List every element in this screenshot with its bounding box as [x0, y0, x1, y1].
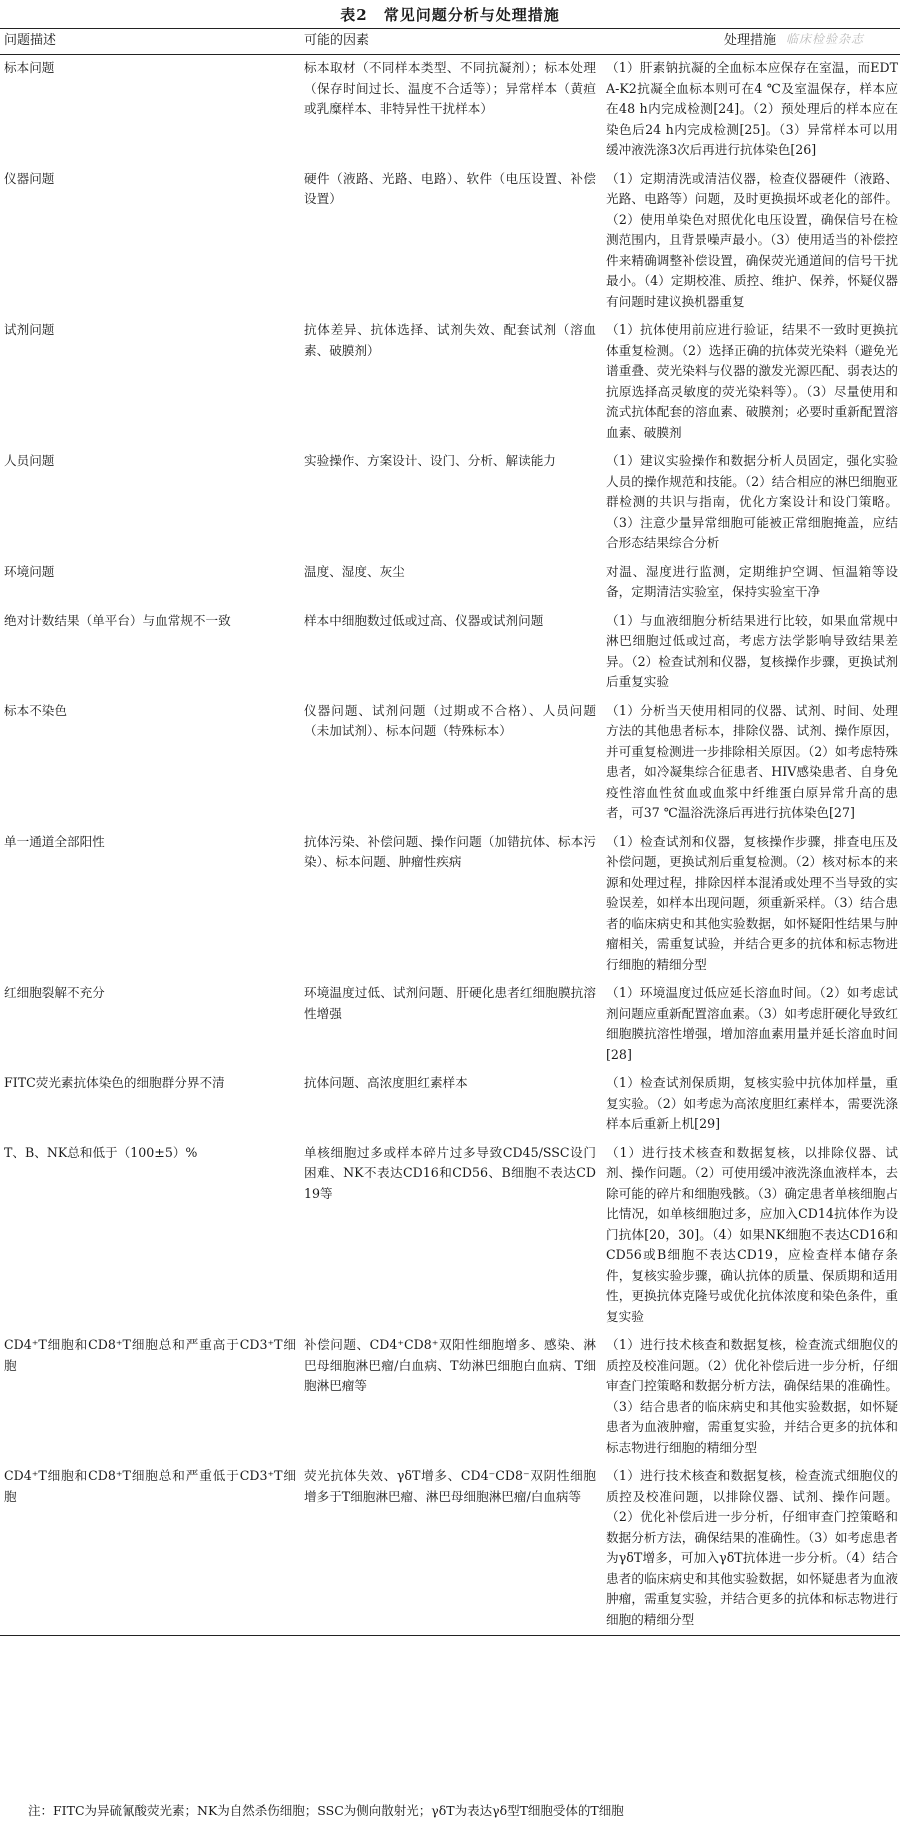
measures-cell: （1）进行技术核查和数据复核，检查流式细胞仪的质控及校准问题。（2）优化补偿后进一步分析，仔细审查门控策略和数据分析方法，确保结果的准确性。（3）结合患者的临床病史和其他实验数据，如怀疑患者为血液肿瘤，需重复实验，并结合更多的抗体和标志物进行细胞的精细分型	[606, 1337, 898, 1455]
factors-cell: 抗体污染、补偿问题、操作问题（加错抗体、标本污染）、标本问题、肿瘤性疾病	[304, 833, 596, 869]
table-row	[0, 448, 900, 559]
measures-cell: （1）检查试剂和仪器，复核操作步骤，排查电压及补偿问题，更换试剂后重复检测。（2）核对标本的来源和处理过程，排除因样本混淆或处理不当导致的实验误差，如样本出现问题，须重新采样。（3）结合患者的临床病史和其他实验数据，如怀疑阳性结果与肿瘤相关，需重复试验，并结合更多的抗体和标志物进行细胞的精细分型	[606, 833, 898, 972]
problem-cell: 标本问题	[4, 60, 55, 75]
problem-cell: 单一通道全部阳性	[4, 833, 105, 849]
factors-cell: 荧光抗体失效、γδT增多、CD4⁻CD8⁻双阴性细胞增多于T细胞淋巴瘤、淋巴母细胞淋巴瘤/白血病等	[300, 1463, 600, 1636]
measures-cell: （1）检查试剂保质期，复核实验中抗体加样量，重复实验。（2）如考虑为高浓度胆红素样本，需要洗涤样本后重新上机[29]	[606, 1075, 898, 1131]
table-footnote: 注：FITC为异硫氰酸荧光素；NK为自然杀伤细胞；SSC为侧向散射光；γδT为表达γδ型T细胞受体的T细胞	[28, 1803, 624, 1818]
table-row	[0, 698, 900, 829]
table-title: 表2 常见问题分析与处理措施	[340, 6, 560, 24]
table-row	[0, 559, 900, 608]
measures-cell: （1）进行技术核查和数据复核，以排除仪器、试剂、操作问题。（2）可使用缓冲液洗涤血液样本，去除可能的碎片和细胞残骸。（3）确定患者单核细胞占比情况，如单核细胞过多，应加入CD14抗体作为设门抗体[20，30]。（4）如果NK细胞不表达CD16和CD56或B细胞不表达CD19，应检查样本储存条件，复核实验步骤，确认抗体的质量、保质期和适用性，更换抗体克隆号或优化抗体浓度和染色条件，重复实验	[606, 1144, 898, 1324]
table-row	[0, 1140, 900, 1333]
factors-cell: 硬件（液路、光路、电路）、软件（电压设置、补偿设置）	[304, 170, 596, 206]
factors-cell: 标本取材（不同样本类型、不同抗凝剂）；标本处理（保存时间过长、温度不合适等）；异常样本（黄疸或乳糜样本、非特异性干扰样本）	[304, 60, 596, 116]
header-factors: 可能的因素	[300, 29, 600, 55]
header-row	[0, 29, 900, 55]
problem-analysis-table	[0, 28, 900, 1636]
table-row	[0, 829, 900, 981]
measures-cell: 对温、湿度进行监测，定期维护空调、恒温箱等设备，定期清洁实验室，保持实验室干净	[606, 563, 898, 599]
measures-cell: （1）定期清洗或清洁仪器，检查仪器硬件（液路、光路、电路等）问题，及时更换损坏或老化的部件。（2）使用单染色对照优化电压设置，确保信号在检测范围内，且背景噪声最小。（3）使用适当的补偿控件来精确调整补偿设置，确保荧光通道间的信号干扰最小。（4）定期校准、质控、维护、保养，怀疑仪器有问题时建议换机器重复	[606, 170, 898, 309]
problem-cell: T、B、NK总和低于（100±5）%	[4, 1144, 198, 1160]
factors-cell: 实验操作、方案设计、设门、分析、解读能力	[304, 453, 556, 468]
problem-cell: 人员问题	[4, 453, 55, 468]
table-row	[0, 166, 900, 318]
factors-cell: 温度、湿度、灰尘	[304, 563, 405, 579]
header-measures: 处理措施	[600, 29, 900, 55]
factors-cell: 补偿问题、CD4⁺CD8⁺双阳性细胞增多、感染、淋巴母细胞淋巴瘤/白血病、T幼淋巴细胞白血病、T细胞淋巴瘤等	[304, 1337, 596, 1393]
measures-cell: （1）肝素钠抗凝的全血标本应保存在室温，而EDTA-K2抗凝全血标本则可在4 ℃及室温保存，样本应在48 h内完成检测[24]。（2）预处理后的样本应在染色后24 h内完成检测[25]。（3）异常样本可以用缓冲液洗涤3次后再进行抗体染色[26]	[606, 60, 898, 157]
factors-cell: 仪器问题、试剂问题（过期或不合格）、人员问题（未加试剂）、标本问题（特殊标本）	[304, 702, 596, 738]
problem-cell: 红细胞裂解不充分	[4, 985, 105, 1000]
table-row	[0, 55, 900, 166]
header-problem: 问题描述	[0, 29, 300, 55]
table-body	[0, 55, 900, 1636]
problem-cell: CD4⁺T细胞和CD8⁺T细胞总和严重低于CD3⁺T细胞	[0, 1463, 300, 1636]
table-row	[0, 1463, 900, 1636]
problem-cell: 试剂问题	[4, 322, 55, 337]
problem-cell: CD4⁺T细胞和CD8⁺T细胞总和严重高于CD3⁺T细胞	[4, 1337, 296, 1373]
factors-cell: 抗体差异、抗体选择、试剂失效、配套试剂（溶血素、破膜剂）	[304, 322, 596, 358]
table-header	[0, 29, 900, 55]
journal-watermark: 临床检验杂志	[786, 32, 865, 46]
table-row	[0, 1332, 900, 1463]
measures-cell: （1）建议实验操作和数据分析人员固定，强化实验人员的操作规范和技能。（2）结合相应的淋巴细胞亚群检测的共识与指南，优化方案设计和设门策略。（3）注意少量异常细胞可能被正常细胞掩盖，应结合形态结果综合分析	[606, 453, 898, 550]
factors-cell: 样本中细胞数过低或过高、仪器或试剂问题	[304, 612, 544, 628]
measures-cell: （1）进行技术核查和数据复核，检查流式细胞仪的质控及校准问题，以排除仪器、试剂、操作问题。（2）优化补偿后进一步分析，仔细审查门控策略和数据分析方法，确保结果的准确性。（3）如考虑患者为γδT增多，可加入γδT抗体进一步分析。（4）结合患者的临床病史和其他实验数据，如怀疑患者为血液肿瘤，需重复实验，并结合更多的抗体和标志物进行细胞的精细分型	[600, 1463, 900, 1636]
table-row	[0, 317, 900, 448]
measures-cell: （1）分析当天使用相同的仪器、试剂、时间、处理方法的其他患者标本，排除仪器、试剂、操作原因，并可重复检测进一步排除相关原因。（2）如考虑特殊患者，如冷凝集综合征患者、HIV感染患者、自身免疫性溶血性贫血或血浆中纤维蛋白原异常升高的患者，可37 ℃温浴洗涤后再进行抗体染色[27]	[606, 702, 898, 820]
measures-cell: （1）与血液细胞分析结果进行比较，如果血常规中淋巴细胞过低或过高，考虑方法学影响导致结果差异。（2）检查试剂和仪器，复核操作步骤，更换试剂后重复实验	[606, 612, 898, 689]
problem-cell: 环境问题	[4, 563, 55, 579]
table-row	[0, 608, 900, 698]
factors-cell: 抗体问题、高浓度胆红素样本	[304, 1075, 468, 1090]
factors-cell: 环境温度过低、试剂问题、肝硬化患者红细胞膜抗溶性增强	[304, 985, 596, 1021]
problem-cell: 绝对计数结果（单平台）与血常规不一致	[4, 612, 231, 628]
problem-cell: FITC荧光素抗体染色的细胞群分界不清	[4, 1075, 225, 1090]
measures-cell: （1）抗体使用前应进行验证，结果不一致时更换抗体重复检测。（2）选择正确的抗体荧光染料（避免光谱重叠、荧光染料与仪器的激发光源匹配、弱表达的抗原选择高灵敏度的荧光染料等）。（3）尽量使用和流式抗体配套的溶血素、破膜剂；必要时重新配置溶血素、破膜剂	[606, 322, 898, 440]
table-row	[0, 1070, 900, 1140]
table-row	[0, 980, 900, 1070]
problem-cell: 标本不染色	[4, 702, 67, 718]
problem-cell: 仪器问题	[4, 170, 55, 186]
factors-cell: 单核细胞过多或样本碎片过多导致CD45/SSC设门困难、NK不表达CD16和CD56、B细胞不表达CD19等	[304, 1144, 596, 1201]
measures-cell: （1）环境温度过低应延长溶血时间。（2）如考虑试剂问题应重新配置溶血素。（3）如考虑肝硬化导致红细胞膜抗溶性增强，增加溶血素用量并延长溶血时间[28]	[606, 985, 898, 1062]
